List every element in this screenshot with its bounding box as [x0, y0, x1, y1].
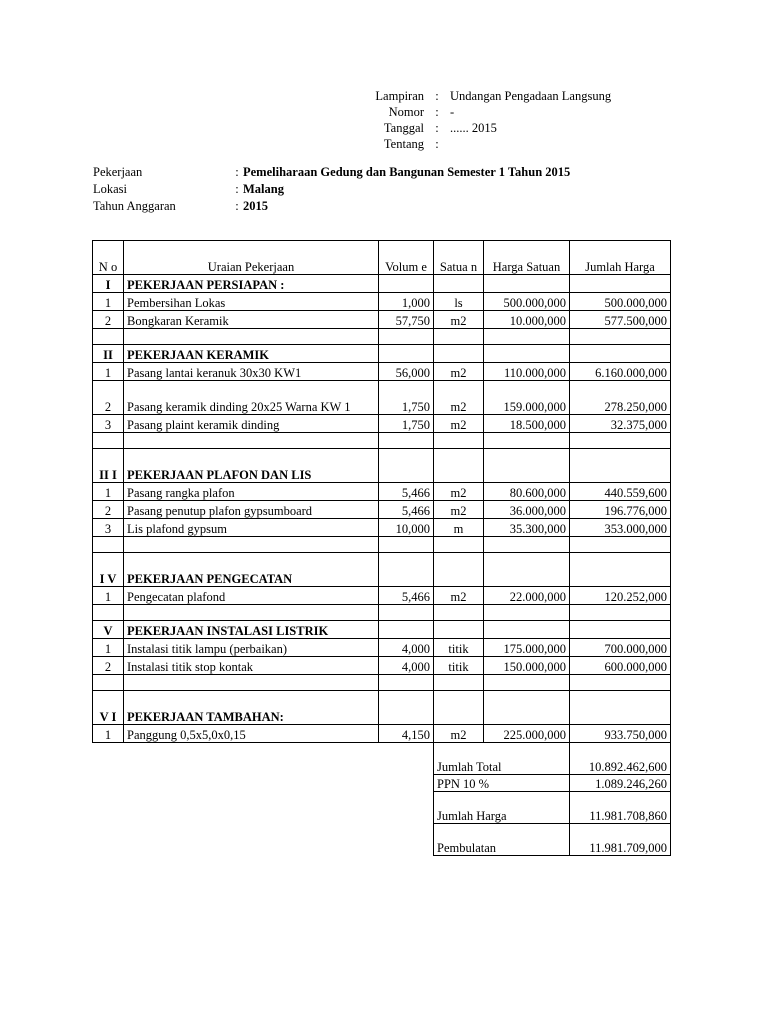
section-number: II I — [93, 449, 124, 483]
item-volume: 1,750 — [379, 381, 434, 415]
totals-row — [93, 792, 671, 824]
col-header-harga: Harga Satuan — [484, 241, 570, 275]
item-volume: 4,150 — [379, 725, 434, 743]
item-unit: m — [434, 519, 484, 537]
item-unit-price: 10.000,000 — [484, 311, 570, 329]
table-row — [93, 657, 671, 675]
item-unit-price: 175.000,000 — [484, 639, 570, 657]
blank-row — [93, 329, 671, 345]
project-row — [93, 164, 570, 181]
item-unit: titik — [434, 639, 484, 657]
blank-row — [93, 675, 671, 691]
table-row — [93, 381, 671, 415]
empty-cell — [434, 621, 484, 639]
item-number: 1 — [93, 587, 124, 605]
item-total-price: 933.750,000 — [570, 725, 671, 743]
empty-cell — [434, 675, 484, 691]
header-info — [340, 88, 611, 152]
empty-cell — [93, 329, 124, 345]
totals-label: PPN 10 % — [434, 775, 570, 792]
item-description: Pengecatan plafond — [124, 587, 379, 605]
item-description: Pasang rangka plafon — [124, 483, 379, 501]
item-unit: m2 — [434, 587, 484, 605]
blank-row — [93, 605, 671, 621]
empty-cell — [434, 537, 484, 553]
empty-cell — [570, 329, 671, 345]
totals-value: 11.981.709,000 — [570, 824, 671, 856]
section-number: I — [93, 275, 124, 293]
empty-cell — [379, 329, 434, 345]
item-total-price: 120.252,000 — [570, 587, 671, 605]
section-row — [93, 691, 671, 725]
table-row — [93, 501, 671, 519]
empty-cell — [379, 345, 434, 363]
header-key: Nomor — [388, 105, 424, 119]
section-number: II — [93, 345, 124, 363]
item-unit: m2 — [434, 311, 484, 329]
empty-cell — [93, 775, 434, 792]
empty-cell — [434, 345, 484, 363]
empty-cell — [570, 605, 671, 621]
item-number: 3 — [93, 519, 124, 537]
blank-row — [93, 537, 671, 553]
empty-cell — [570, 345, 671, 363]
empty-cell — [434, 433, 484, 449]
item-volume: 4,000 — [379, 639, 434, 657]
item-number: 1 — [93, 639, 124, 657]
header-value: Undangan Pengadaan Langsung — [450, 89, 612, 103]
empty-cell — [570, 433, 671, 449]
section-number: V — [93, 621, 124, 639]
header-key: Tanggal — [383, 121, 424, 135]
header-key: Lampiran — [375, 89, 424, 103]
header-row — [340, 88, 611, 104]
totals-value: 10.892.462,600 — [570, 743, 671, 775]
item-total-price: 278.250,000 — [570, 381, 671, 415]
empty-cell — [379, 675, 434, 691]
empty-cell — [93, 675, 124, 691]
item-number: 2 — [93, 311, 124, 329]
item-volume: 57,750 — [379, 311, 434, 329]
item-unit-price: 80.600,000 — [484, 483, 570, 501]
table-row — [93, 363, 671, 381]
table-row — [93, 415, 671, 433]
empty-cell — [93, 824, 434, 856]
item-volume: 1,750 — [379, 415, 434, 433]
empty-cell — [124, 605, 379, 621]
section-title: PEKERJAAN TAMBAHAN: — [124, 691, 379, 725]
item-number: 1 — [93, 725, 124, 743]
totals-row — [93, 775, 671, 792]
item-unit: m2 — [434, 381, 484, 415]
item-unit: m2 — [434, 363, 484, 381]
cost-table — [92, 240, 671, 856]
item-total-price: 440.559,600 — [570, 483, 671, 501]
item-total-price: 577.500,000 — [570, 311, 671, 329]
project-key: Tahun Anggaran — [93, 199, 176, 213]
section-row — [93, 345, 671, 363]
empty-cell — [434, 275, 484, 293]
empty-cell — [484, 605, 570, 621]
totals-row — [93, 824, 671, 856]
header-value — [450, 136, 611, 152]
totals-value: 11.981.708,860 — [570, 792, 671, 824]
section-title: PEKERJAAN PLAFON DAN LIS — [124, 449, 379, 483]
item-unit: m2 — [434, 483, 484, 501]
empty-cell — [570, 675, 671, 691]
section-title: PEKERJAAN PERSIAPAN : — [124, 275, 379, 293]
project-info — [93, 164, 570, 215]
table-row — [93, 519, 671, 537]
item-unit-price: 110.000,000 — [484, 363, 570, 381]
totals-label: Jumlah Total — [434, 743, 570, 775]
section-number: I V — [93, 553, 124, 587]
item-description: Pasang plaint keramik dinding — [124, 415, 379, 433]
item-volume: 5,466 — [379, 483, 434, 501]
project-key: Lokasi — [93, 182, 128, 196]
item-unit: m2 — [434, 725, 484, 743]
item-unit: m2 — [434, 415, 484, 433]
project-colon: : — [235, 199, 239, 213]
project-colon: : — [235, 165, 239, 179]
item-unit-price: 18.500,000 — [484, 415, 570, 433]
table-row — [93, 483, 671, 501]
empty-cell — [484, 675, 570, 691]
empty-cell — [484, 345, 570, 363]
item-description: Instalasi titik lampu (perbaikan) — [124, 639, 379, 657]
section-row — [93, 275, 671, 293]
item-total-price: 32.375,000 — [570, 415, 671, 433]
empty-cell — [124, 433, 379, 449]
item-description: Lis plafond gypsum — [124, 519, 379, 537]
item-description: Panggung 0,5x5,0x0,15 — [124, 725, 379, 743]
table-row — [93, 725, 671, 743]
item-unit: m2 — [434, 501, 484, 519]
blank-row — [93, 433, 671, 449]
item-unit-price: 150.000,000 — [484, 657, 570, 675]
item-unit: ls — [434, 293, 484, 311]
section-number: V I — [93, 691, 124, 725]
item-description: Bongkaran Keramik — [124, 311, 379, 329]
item-total-price: 196.776,000 — [570, 501, 671, 519]
empty-cell — [379, 537, 434, 553]
item-volume: 56,000 — [379, 363, 434, 381]
empty-cell — [379, 621, 434, 639]
empty-cell — [434, 449, 484, 483]
col-header-volume: Volum e — [379, 241, 434, 275]
col-header-satuan: Satua n — [434, 241, 484, 275]
item-total-price: 6.160.000,000 — [570, 363, 671, 381]
col-header-no: N o — [93, 241, 124, 275]
empty-cell — [484, 329, 570, 345]
item-number: 2 — [93, 501, 124, 519]
empty-cell — [124, 329, 379, 345]
project-value: 2015 — [243, 199, 268, 213]
section-title: PEKERJAAN PENGECATAN — [124, 553, 379, 587]
empty-cell — [570, 449, 671, 483]
empty-cell — [570, 691, 671, 725]
item-volume: 5,466 — [379, 501, 434, 519]
item-unit-price: 225.000,000 — [484, 725, 570, 743]
header-colon: : — [435, 89, 439, 103]
item-unit-price: 159.000,000 — [484, 381, 570, 415]
empty-cell — [124, 675, 379, 691]
table-row — [93, 293, 671, 311]
empty-cell — [484, 537, 570, 553]
empty-cell — [124, 537, 379, 553]
item-total-price: 600.000,000 — [570, 657, 671, 675]
section-row — [93, 553, 671, 587]
empty-cell — [434, 553, 484, 587]
item-unit-price: 500.000,000 — [484, 293, 570, 311]
section-title: PEKERJAAN INSTALASI LISTRIK — [124, 621, 379, 639]
project-colon: : — [235, 182, 239, 196]
project-key: Pekerjaan — [93, 165, 143, 179]
totals-label: Pembulatan — [434, 824, 570, 856]
item-number: 3 — [93, 415, 124, 433]
table-row — [93, 311, 671, 329]
project-row — [93, 198, 570, 215]
item-unit: titik — [434, 657, 484, 675]
item-volume: 5,466 — [379, 587, 434, 605]
empty-cell — [484, 691, 570, 725]
empty-cell — [434, 605, 484, 621]
item-total-price: 700.000,000 — [570, 639, 671, 657]
empty-cell — [484, 433, 570, 449]
col-header-jumlah: Jumlah Harga — [570, 241, 671, 275]
empty-cell — [379, 275, 434, 293]
table-row — [93, 639, 671, 657]
header-row — [340, 136, 611, 152]
empty-cell — [93, 605, 124, 621]
empty-cell — [93, 743, 434, 775]
item-number: 2 — [93, 657, 124, 675]
item-volume: 4,000 — [379, 657, 434, 675]
item-volume: 10,000 — [379, 519, 434, 537]
project-row — [93, 181, 570, 198]
header-row — [340, 104, 611, 120]
table-header-row — [93, 241, 671, 275]
empty-cell — [93, 433, 124, 449]
project-value: Malang — [243, 182, 284, 196]
header-colon: : — [435, 105, 439, 119]
empty-cell — [484, 449, 570, 483]
empty-cell — [570, 553, 671, 587]
empty-cell — [93, 537, 124, 553]
item-volume: 1,000 — [379, 293, 434, 311]
item-description: Pasang penutup plafon gypsumboard — [124, 501, 379, 519]
empty-cell — [434, 691, 484, 725]
item-number: 1 — [93, 293, 124, 311]
empty-cell — [570, 275, 671, 293]
section-row — [93, 449, 671, 483]
table-row — [93, 587, 671, 605]
item-number: 1 — [93, 363, 124, 381]
header-value: ...... 2015 — [450, 121, 497, 135]
empty-cell — [484, 621, 570, 639]
item-unit-price: 35.300,000 — [484, 519, 570, 537]
empty-cell — [434, 329, 484, 345]
item-description: Pasang lantai keranuk 30x30 KW1 — [124, 363, 379, 381]
totals-row — [93, 743, 671, 775]
totals-label: Jumlah Harga — [434, 792, 570, 824]
totals-value: 1.089.246,260 — [570, 775, 671, 792]
header-value: - — [450, 105, 455, 119]
section-title: PEKERJAAN KERAMIK — [124, 345, 379, 363]
empty-cell — [379, 449, 434, 483]
item-number: 1 — [93, 483, 124, 501]
empty-cell — [379, 433, 434, 449]
empty-cell — [379, 691, 434, 725]
item-unit-price: 36.000,000 — [484, 501, 570, 519]
header-key: Tentang — [383, 137, 424, 151]
item-total-price: 353.000,000 — [570, 519, 671, 537]
item-description: Pembersihan Lokas — [124, 293, 379, 311]
col-header-uraian: Uraian Pekerjaan — [124, 241, 379, 275]
section-row — [93, 621, 671, 639]
empty-cell — [570, 537, 671, 553]
empty-cell — [484, 275, 570, 293]
empty-cell — [93, 792, 434, 824]
header-colon: : — [435, 121, 439, 135]
empty-cell — [379, 553, 434, 587]
empty-cell — [570, 621, 671, 639]
item-description: Pasang keramik dinding 20x25 Warna KW 1 — [124, 381, 379, 415]
item-total-price: 500.000,000 — [570, 293, 671, 311]
header-row — [340, 120, 611, 136]
project-value: Pemeliharaan Gedung dan Bangunan Semester 1 Tahun 2015 — [243, 165, 571, 179]
item-unit-price: 22.000,000 — [484, 587, 570, 605]
header-colon: : — [435, 137, 439, 151]
item-number: 2 — [93, 381, 124, 415]
empty-cell — [484, 553, 570, 587]
empty-cell — [379, 605, 434, 621]
item-description: Instalasi titik stop kontak — [124, 657, 379, 675]
